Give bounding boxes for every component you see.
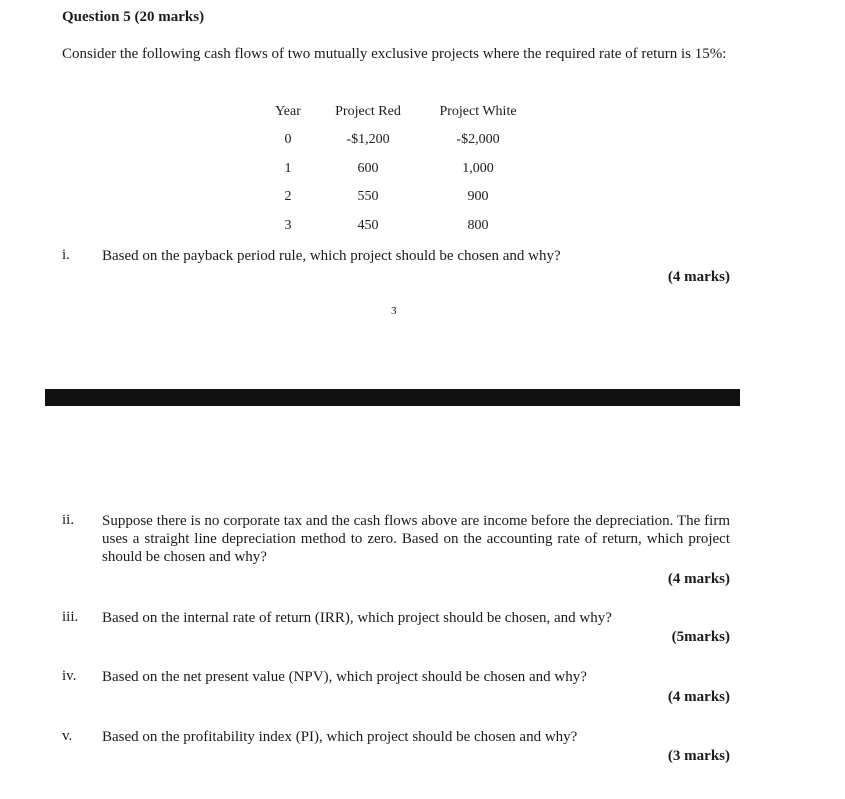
question-text: Based on the net present value (NPV), which project should be chosen and why? [102,669,587,685]
cell-project-white: 800 [467,217,489,233]
question-number: ii. [62,512,75,528]
question-text: Based on the internal rate of return (IRR), which project should be chosen, and why? [102,610,612,626]
question-number: i. [62,247,70,263]
cell-project-red: 600 [357,160,379,176]
table-row [258,212,538,241]
marks-label: (4 marks) [667,269,730,285]
header-year: Year [275,104,301,119]
question-number: iv. [62,668,77,684]
header-project-red: Project Red [335,104,401,119]
marks-label: (5marks) [671,629,730,645]
cell-year: 1 [284,160,292,176]
question-intro: Consider the following cash flows of two mutually exclusive projects where the required rate of return is 15%: [62,46,727,62]
table-row [258,183,538,212]
table-row [258,155,538,184]
marks-label: (3 marks) [667,748,730,764]
question-text: Based on the payback period rule, which project should be chosen and why? [102,248,561,264]
question-number: v. [62,728,73,744]
question-heading: Question 5 (20 marks) [62,9,205,25]
header-project-white: Project White [439,104,517,119]
cell-project-white: 900 [467,189,489,205]
table-header-row [258,98,538,126]
cell-year: 2 [284,189,292,205]
page-number: 3 [391,305,397,317]
cell-project-red: 550 [357,189,379,205]
marks-label: (4 marks) [667,571,730,587]
cell-year: 0 [284,132,292,148]
cell-project-white: -$2,000 [456,132,500,148]
question-text: Suppose there is no corporate tax and the cash flows above are income before the depreciation. The firm uses a straight line depreciation method to zero. Based on the accounting rate of return, which project should be chosen and why? [102,513,730,565]
question-number: iii. [62,609,79,625]
cell-project-white: 1,000 [462,160,494,176]
page-break-bar [45,389,740,406]
cash-flow-table [258,98,538,240]
cell-year: 3 [284,217,292,233]
marks-label: (4 marks) [667,689,730,705]
cell-project-red: -$1,200 [346,132,390,148]
question-text: Based on the profitability index (PI), which project should be chosen and why? [102,729,578,745]
table-row [258,126,538,155]
cell-project-red: 450 [357,217,379,233]
